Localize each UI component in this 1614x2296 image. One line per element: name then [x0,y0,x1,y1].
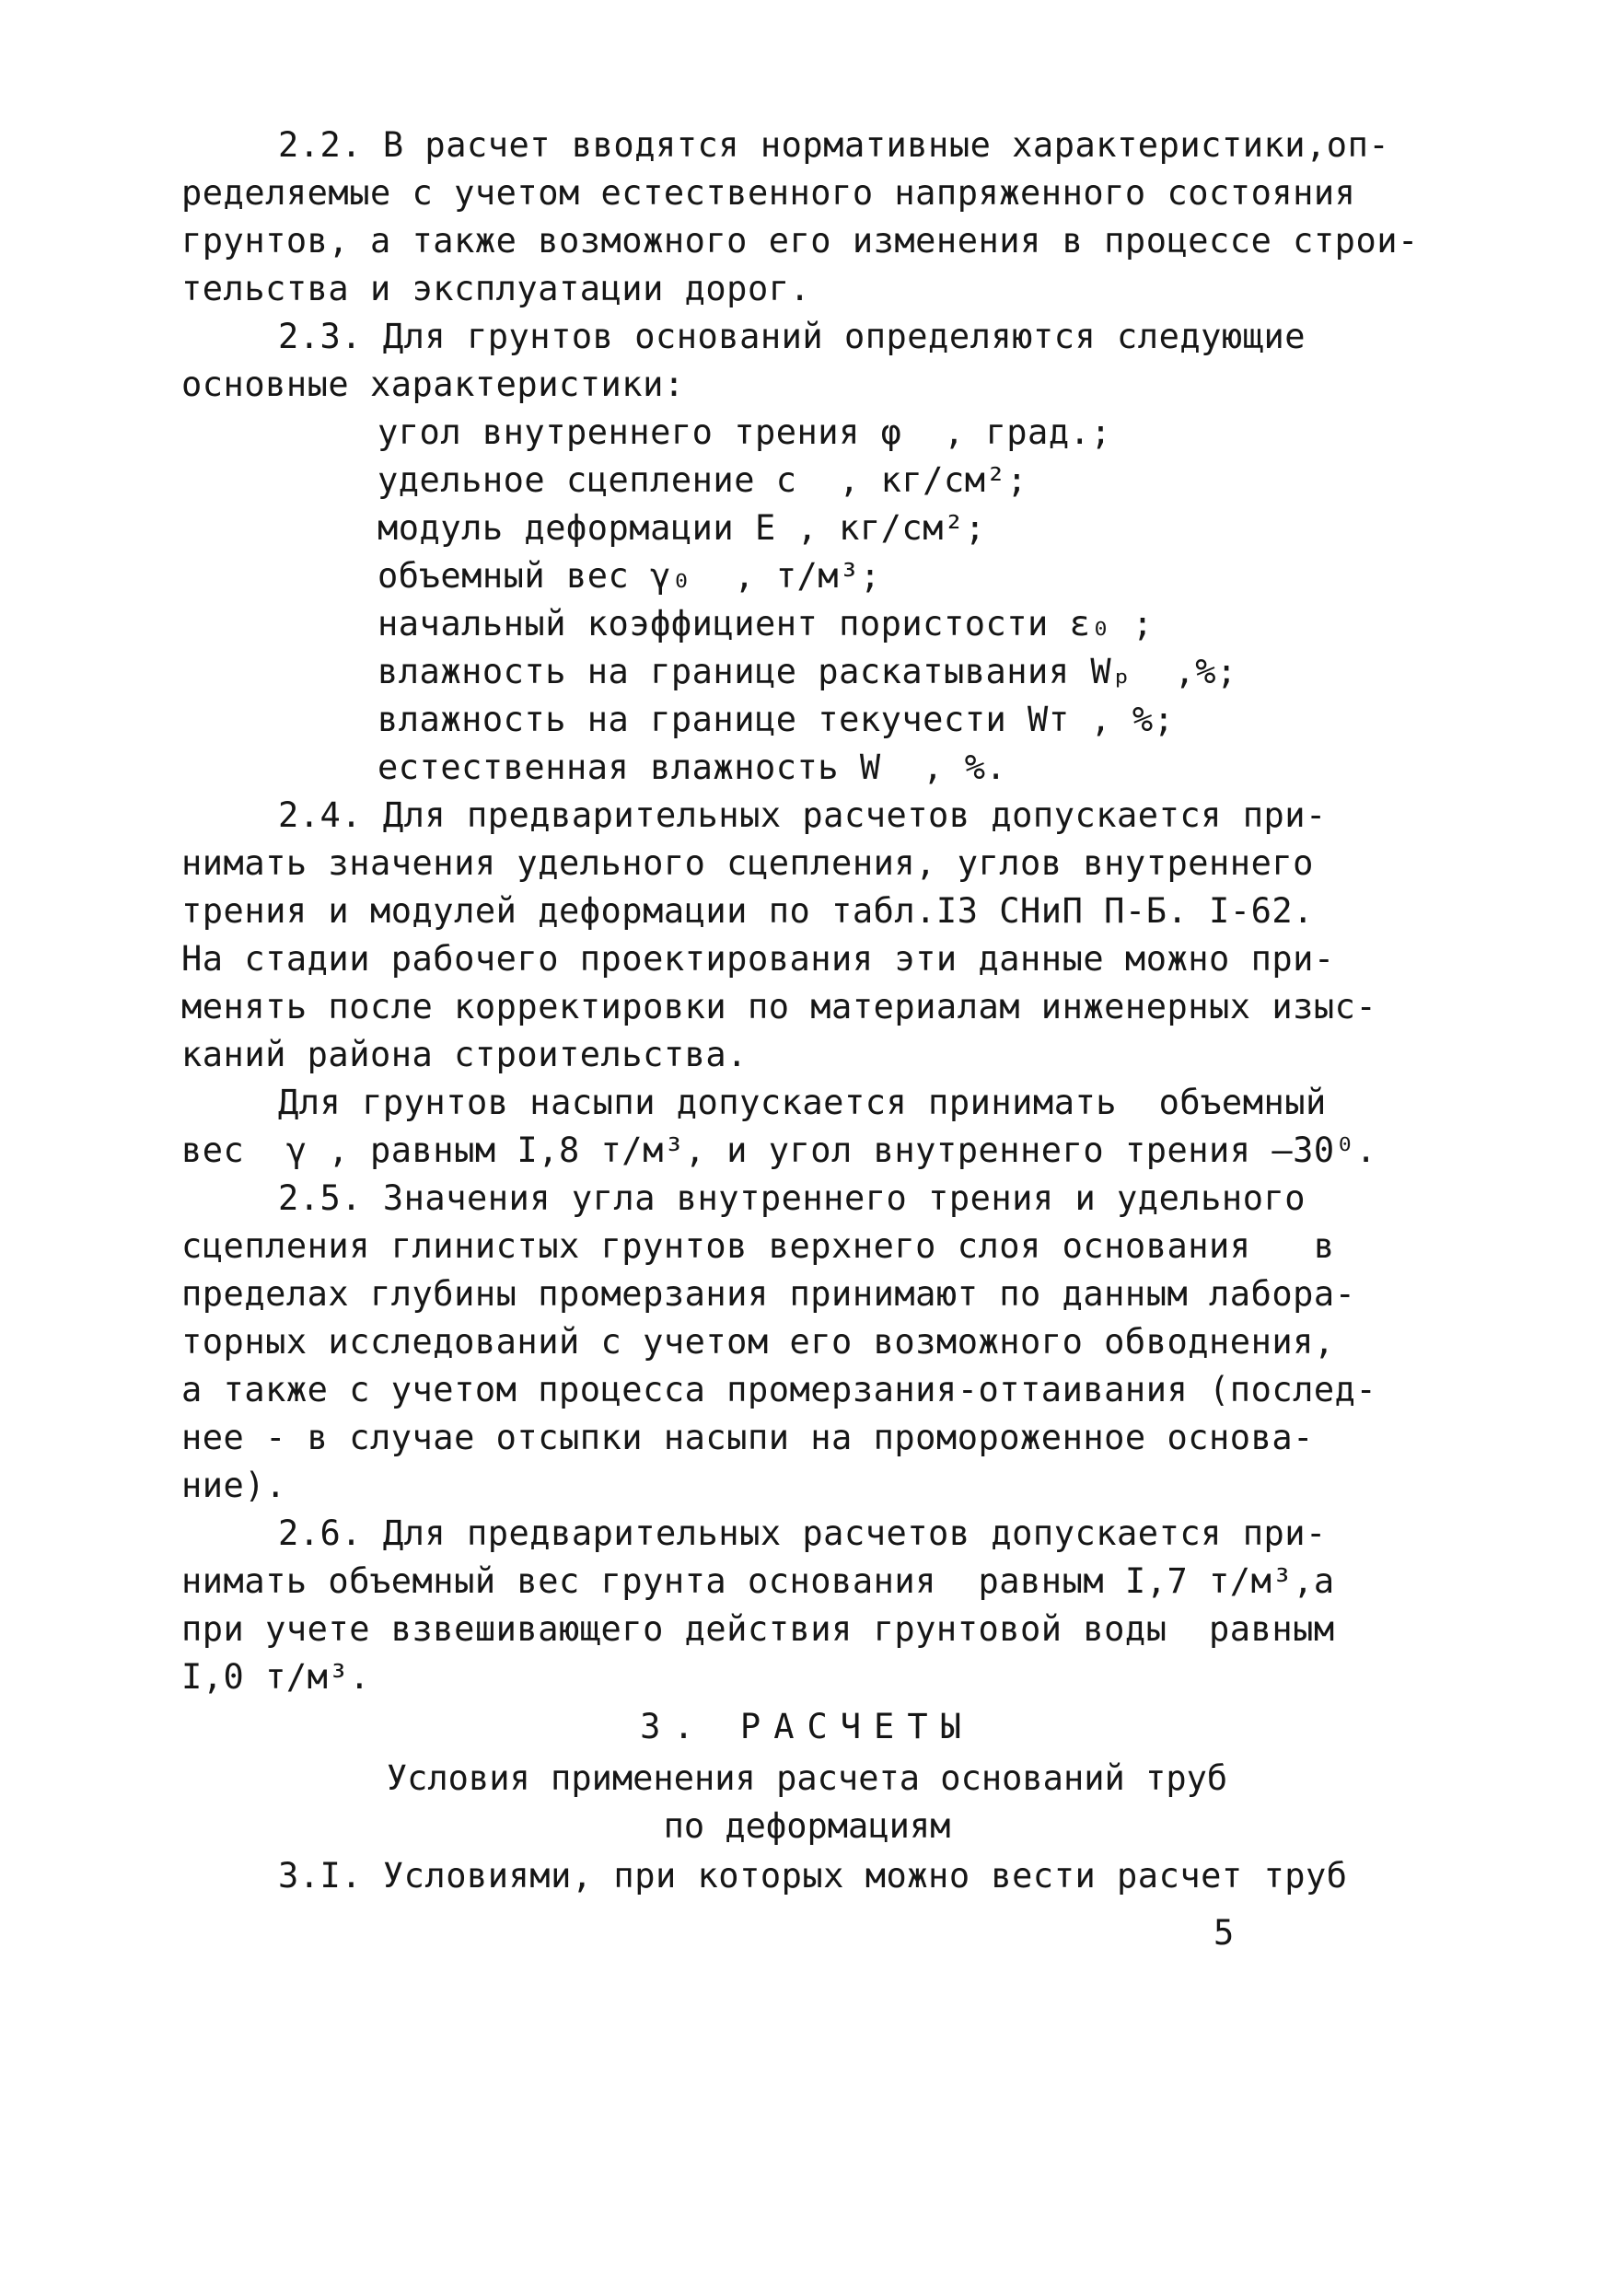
text-line: основные характеристики: [181,365,685,404]
text-line: а также с учетом процесса промерзания-оттаивания (послед- [181,1370,1377,1409]
text-line: На стадии рабочего проектирования эти данные можно при- [181,939,1335,979]
text-line: торных исследований с учетом его возможного обводнения, [181,1322,1335,1362]
text-line: при учете взвешивающего действия грунтовой воды равным [181,1609,1335,1649]
text-line: ределяемые с учетом естественного напряженного состояния [181,173,1356,213]
characteristic-item: влажность на границе текучести Wт , %; [377,700,1175,739]
text-line: вес γ , равным I,8 т/м³, и угол внутреннего трения —30⁰. [181,1131,1377,1170]
subsection-title-line: по деформациям [663,1806,951,1846]
characteristic-item: влажность на границе раскатывания Wₚ ,%; [377,652,1237,691]
text-line: нимать значения удельного сцепления, углов внутреннего [181,843,1314,883]
text-line: ние). [181,1466,286,1505]
characteristic-item: объемный вес γ₀ , т/м³; [377,556,881,596]
text-line: 2.3. Для грунтов оснований определяются следующие [278,317,1306,356]
text-line: нее - в случае отсыпки насыпи на промороженное основа- [181,1418,1314,1457]
text-line: пределах глубины промерзания принимают по данным лабора- [181,1274,1356,1314]
text-line: менять после корректировки по материалам инженерных изыс- [181,987,1377,1026]
characteristic-item: модуль деформации E , кг/см²; [377,508,986,548]
text-line: I,0 т/м³. [181,1657,370,1697]
paragraph-3-1: 3.I. Условиями, при которых можно вести расчет труб [278,1856,1348,1896]
text-line: тельства и эксплуатации дорог. [181,269,811,308]
text-line: сцепления глинистых грунтов верхнего слоя основания в [181,1226,1335,1266]
text-line: 2.6. Для предварительных расчетов допускается при- [278,1513,1327,1553]
characteristic-item: естественная влажность W , %. [377,748,1007,787]
text-line: 2.4. Для предварительных расчетов допускается при- [278,795,1327,835]
text-line: 2.5. Значения угла внутреннего трения и удельного [278,1178,1306,1218]
text-line: 2.2. В расчет вводятся нормативные характеристики,оп- [278,125,1390,165]
text-line: грунтов, а также возможного его изменения в процессе строи- [181,221,1419,261]
section-title: 3. РАСЧЕТЫ [640,1707,974,1746]
subsection-title-line: Условия применения расчета оснований труб [386,1758,1228,1798]
page-number: 5 [1213,1913,1235,1953]
text-line: трения и модулей деформации по табл.I3 СНиП П-Б. I-62. [181,891,1314,931]
text-line: Для грунтов насыпи допускается принимать объемный [278,1083,1327,1122]
text-line: нимать объемный вес грунта основания равным I,7 т/м³,а [181,1561,1335,1601]
text-line: каний района строительства. [181,1035,748,1074]
characteristic-item: угол внутреннего трения φ , град.; [377,412,1112,452]
characteristic-item: удельное сцепление c , кг/см²; [377,460,1028,500]
characteristic-item: начальный коэффициент пористости ε₀ ; [377,604,1154,644]
